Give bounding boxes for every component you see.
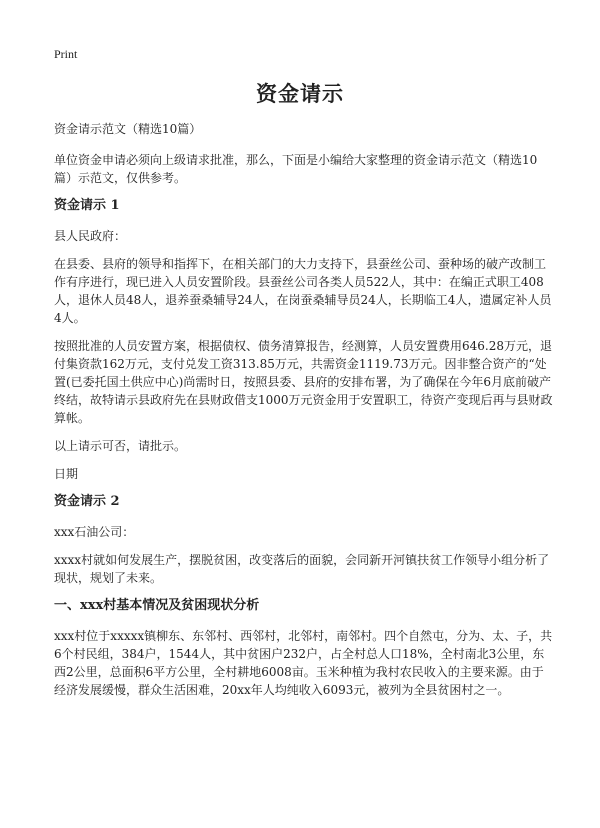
document-subtitle: 资金请示范文（精选10篇）: [54, 122, 202, 136]
section-1-paragraph-1: 在县委、县府的领导和指挥下，在相关部门的大力支持下，县蚕丝公司、蚕种场的破产改制工作有序进行，现已进入人员安置阶段。县蚕丝公司各类人员522人，其中：在编正式职工408人，退休人员48人，退养蚕桑辅导24人，在岗蚕桑辅导员24人，长期临工4人，遗属定补人员4人。: [54, 257, 552, 325]
section-2-paragraph-1: xxxx村就如何发展生产，摆脱贫困，改变落后的面貌，会同新开河镇扶贫工作领导小组分析了现状，规划了未来。: [54, 553, 550, 585]
document-body: [54, 120, 554, 709]
section-1-closing: 以上请示可否，请批示。: [54, 439, 187, 453]
section-2-subheading: 一、xxx村基本情况及贫困现状分析: [54, 598, 260, 613]
print-link[interactable]: Print: [54, 47, 78, 61]
intro-paragraph: 单位资金申请必须向上级请求批准，那么，下面是小编给大家整理的资金请示范文（精选10篇）示范文，仅供参考。: [54, 153, 538, 185]
section-1-date: 日期: [54, 467, 79, 481]
section-2-paragraph-2: xxx村位于xxxxx镇柳东、东邻村、西邻村，北邻村，南邻村。四个自然屯，分为、太、子，共6个村民组，384户，1544人，其中贫困户232户，占全村总人口18%，全村南北3公里，东西2公里，总面积6平方公里，全村耕地6008亩。玉米种植为我村农民收入的主要来源。由于经济发展缓慢，群众生活困难，20xx年人均纯收入6093元，被列为全县贫困村之一。: [54, 629, 553, 697]
section-2-salutation: xxx石油公司：: [54, 525, 135, 539]
section-1-heading: 资金请示 1: [54, 198, 120, 213]
section-2-heading: 资金请示 2: [54, 494, 120, 509]
section-1-salutation: 县人民政府：: [54, 229, 127, 243]
section-1-paragraph-2: 按照批准的人员安置方案，根据债权、债务清算报告，经测算，人员安置费用646.28万元，退付集资款162万元，支付兑发工资313.85万元，共需资金1119.73万元。因非整合资产的“处置(已委托国土供应中心)尚需时日，按照县委、县府的安排布署，为了确保在今年6月底前破产终结，故特请示县政府先在县财政借支1000万元资金用于安置职工，待资产变现后再与县财政算帐。: [54, 339, 553, 425]
page-title: 资金请示: [256, 81, 344, 106]
